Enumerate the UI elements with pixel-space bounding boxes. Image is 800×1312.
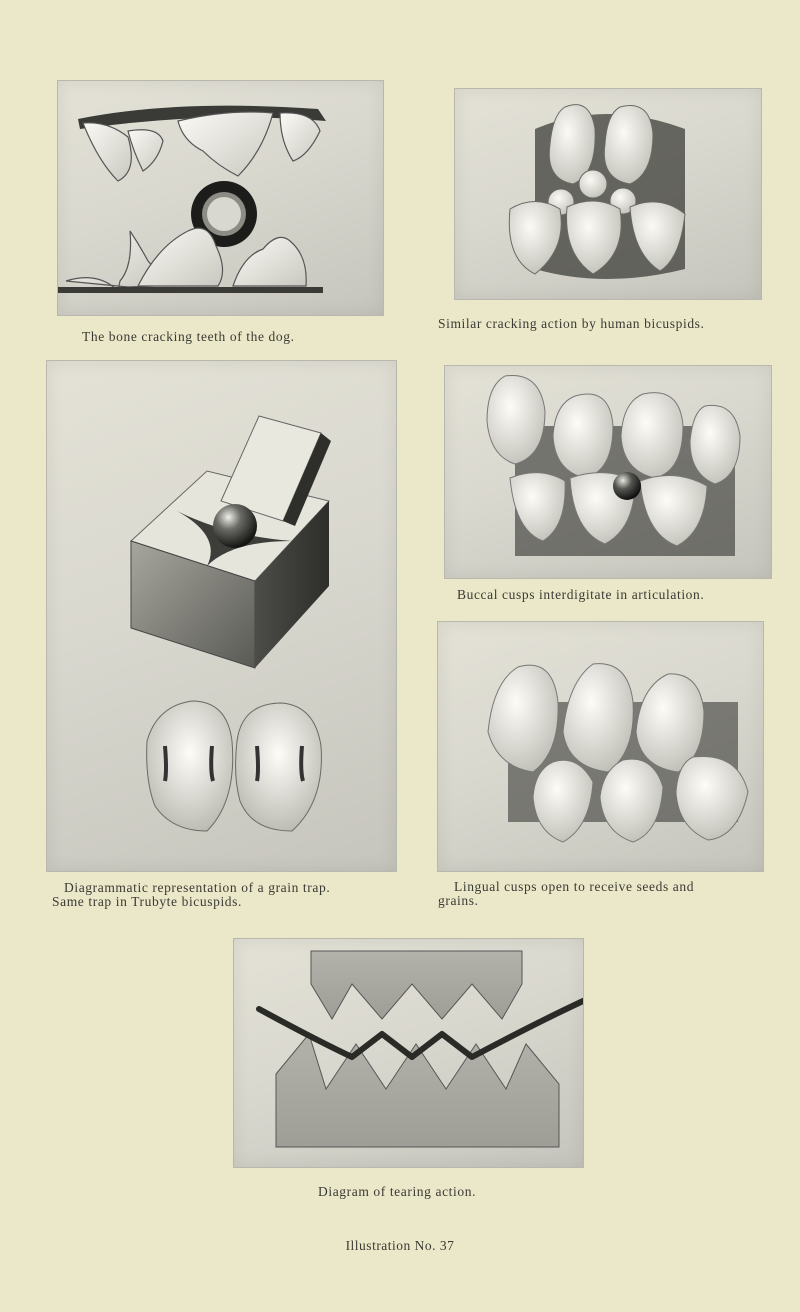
dog-teeth-caption: The bone cracking teeth of the dog. bbox=[82, 329, 295, 344]
grain-trap-caption-line2: Same trap in Trubyte bicuspids. bbox=[52, 894, 242, 909]
grain-trap-photo bbox=[46, 360, 397, 872]
lingual-cusps-photo bbox=[437, 621, 764, 872]
grain-trap-caption-line1: Diagrammatic representation of a grain trap. bbox=[64, 880, 331, 895]
dog-teeth-illustration bbox=[58, 81, 383, 315]
buccal-cusps-caption: Buccal cusps interdigitate in articulation. bbox=[457, 587, 705, 602]
illustration-number: Illustration No. 37 bbox=[345, 1238, 455, 1253]
buccal-cusps-illustration bbox=[445, 366, 771, 578]
tearing-action-caption: Diagram of tearing action. bbox=[318, 1184, 477, 1199]
grain-trap-caption bbox=[52, 881, 330, 909]
grain-trap-illustration bbox=[47, 361, 396, 871]
tearing-action-photo bbox=[233, 938, 584, 1168]
lingual-cusps-illustration bbox=[438, 622, 763, 871]
lingual-cusps-caption bbox=[438, 880, 694, 908]
lingual-cusps-caption-line1: Lingual cusps open to receive seeds and bbox=[454, 879, 695, 894]
buccal-cusps-photo bbox=[444, 365, 772, 579]
human-bicuspids-illustration bbox=[455, 89, 761, 299]
dog-teeth-photo bbox=[57, 80, 384, 316]
lingual-cusps-caption-line2: grains. bbox=[438, 893, 479, 908]
human-bicuspids-caption: Similar cracking action by human bicuspids. bbox=[438, 316, 705, 331]
human-bicuspids-photo bbox=[454, 88, 762, 300]
tearing-action-diagram bbox=[234, 939, 583, 1167]
